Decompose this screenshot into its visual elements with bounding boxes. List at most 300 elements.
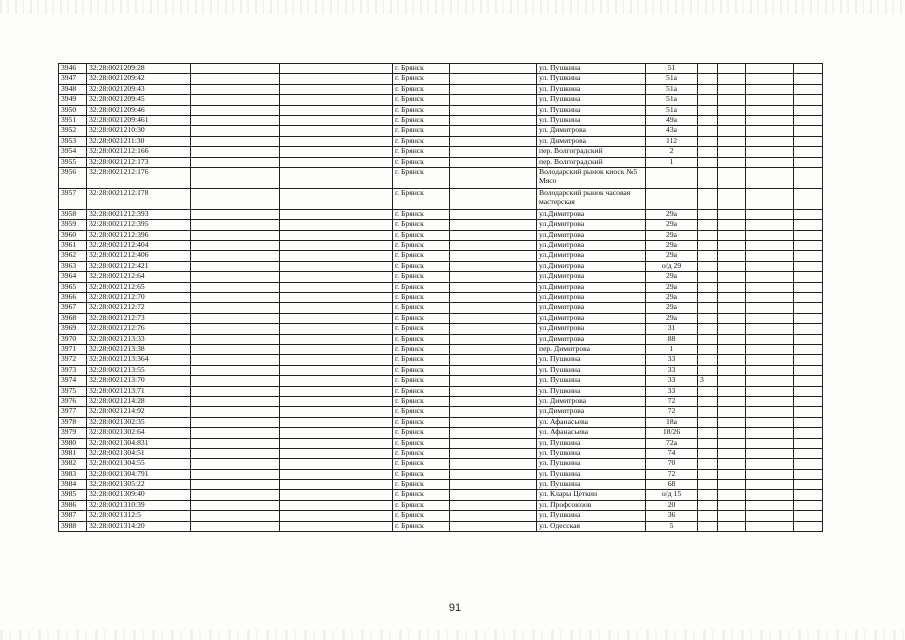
cadastral-number-cell: 32:28:0021210:30: [87, 126, 191, 136]
row-number-cell: 3971: [59, 344, 87, 354]
empty-cell: [794, 500, 823, 510]
street-cell: ул.Димитрова: [537, 251, 646, 261]
cadastral-number-cell: 32:28:0021214:92: [87, 407, 191, 417]
house-number-cell: 112: [646, 136, 698, 146]
empty-cell: [746, 272, 794, 282]
table-row: [59, 293, 823, 303]
row-number-cell: 3985: [59, 490, 87, 500]
empty-cell: [280, 147, 393, 157]
street-cell: ул.Димитрова: [537, 324, 646, 334]
row-number-cell: 3968: [59, 313, 87, 323]
table-row: [59, 303, 823, 313]
empty-cell: [280, 417, 393, 427]
empty-cell: [450, 261, 537, 271]
table-row: [59, 511, 823, 521]
city-cell: г. Брянск: [393, 157, 450, 167]
city-cell: г. Брянск: [393, 521, 450, 531]
empty-cell: [450, 469, 537, 479]
empty-cell: [794, 334, 823, 344]
extra-cell: [698, 490, 718, 500]
empty-cell: [746, 511, 794, 521]
empty-cell: [746, 365, 794, 375]
empty-cell: [746, 490, 794, 500]
empty-cell: [450, 84, 537, 94]
empty-cell: [280, 500, 393, 510]
empty-cell: [450, 521, 537, 531]
row-number-cell: 3977: [59, 407, 87, 417]
row-number-cell: 3987: [59, 511, 87, 521]
extra-cell: [698, 209, 718, 219]
city-cell: г. Брянск: [393, 438, 450, 448]
street-cell: ул. Афанасьева: [537, 417, 646, 427]
empty-cell: [450, 355, 537, 365]
row-number-cell: 3976: [59, 396, 87, 406]
row-number-cell: 3948: [59, 84, 87, 94]
cadastral-number-cell: 32:28:0021212:72: [87, 303, 191, 313]
empty-cell: [191, 334, 280, 344]
empty-cell: [746, 334, 794, 344]
empty-cell: [191, 407, 280, 417]
empty-cell: [794, 230, 823, 240]
empty-cell: [718, 261, 746, 271]
table-row: [59, 428, 823, 438]
empty-cell: [191, 355, 280, 365]
cadastral-number-cell: 32:28:0021213:70: [87, 376, 191, 386]
cadastral-number-cell: 32:28:0021209:461: [87, 115, 191, 125]
house-number-cell: 88: [646, 334, 698, 344]
table-row: [59, 157, 823, 167]
street-cell: ул. Пушкина: [537, 386, 646, 396]
extra-cell: [698, 355, 718, 365]
city-cell: г. Брянск: [393, 334, 450, 344]
empty-cell: [718, 230, 746, 240]
city-cell: г. Брянск: [393, 303, 450, 313]
empty-cell: [280, 438, 393, 448]
extra-cell: [698, 230, 718, 240]
empty-cell: [794, 521, 823, 531]
table-row: [59, 282, 823, 292]
row-number-cell: 3949: [59, 95, 87, 105]
empty-cell: [718, 521, 746, 531]
table-row: [59, 230, 823, 240]
row-number-cell: 3958: [59, 209, 87, 219]
row-number-cell: 3983: [59, 469, 87, 479]
empty-cell: [718, 74, 746, 84]
city-cell: г. Брянск: [393, 293, 450, 303]
cadastral-number-cell: 32:28:0021212:176: [87, 167, 191, 188]
city-cell: г. Брянск: [393, 500, 450, 510]
house-number-cell: 70: [646, 459, 698, 469]
house-number-cell: 31: [646, 324, 698, 334]
empty-cell: [280, 251, 393, 261]
street-cell: ул. Пушкина: [537, 448, 646, 458]
empty-cell: [450, 64, 537, 74]
empty-cell: [450, 500, 537, 510]
empty-cell: [450, 220, 537, 230]
table-row: [59, 365, 823, 375]
empty-cell: [718, 115, 746, 125]
extra-cell: [698, 480, 718, 490]
cadastral-number-cell: 32:28:0021212:396: [87, 230, 191, 240]
empty-cell: [191, 344, 280, 354]
scan-noise-bottom: [0, 630, 905, 640]
empty-cell: [718, 365, 746, 375]
empty-cell: [191, 293, 280, 303]
extra-cell: [698, 417, 718, 427]
house-number-cell: 72а: [646, 438, 698, 448]
empty-cell: [280, 188, 393, 209]
empty-cell: [746, 448, 794, 458]
house-number-cell: 33: [646, 386, 698, 396]
street-cell: ул. Пушкина: [537, 365, 646, 375]
city-cell: г. Брянск: [393, 272, 450, 282]
row-number-cell: 3959: [59, 220, 87, 230]
empty-cell: [794, 448, 823, 458]
empty-cell: [794, 490, 823, 500]
city-cell: г. Брянск: [393, 480, 450, 490]
city-cell: г. Брянск: [393, 511, 450, 521]
empty-cell: [746, 303, 794, 313]
empty-cell: [191, 428, 280, 438]
empty-cell: [191, 376, 280, 386]
street-cell: ул. Пушкина: [537, 355, 646, 365]
city-cell: г. Брянск: [393, 448, 450, 458]
city-cell: г. Брянск: [393, 64, 450, 74]
extra-cell: [698, 293, 718, 303]
empty-cell: [450, 147, 537, 157]
empty-cell: [746, 167, 794, 188]
city-cell: г. Брянск: [393, 136, 450, 146]
table-row: [59, 448, 823, 458]
cadastral-number-cell: 32:28:0021214:28: [87, 396, 191, 406]
house-number-cell: [646, 167, 698, 188]
empty-cell: [280, 167, 393, 188]
house-number-cell: 29а: [646, 220, 698, 230]
empty-cell: [191, 261, 280, 271]
table-row: [59, 344, 823, 354]
table-row: [59, 115, 823, 125]
empty-cell: [280, 469, 393, 479]
city-cell: г. Брянск: [393, 167, 450, 188]
house-number-cell: 1: [646, 157, 698, 167]
row-number-cell: 3967: [59, 303, 87, 313]
street-cell: ул. Димитрова: [537, 396, 646, 406]
empty-cell: [718, 313, 746, 323]
row-number-cell: 3972: [59, 355, 87, 365]
table-row: [59, 334, 823, 344]
empty-cell: [718, 251, 746, 261]
empty-cell: [794, 396, 823, 406]
house-number-cell: 49а: [646, 115, 698, 125]
empty-cell: [718, 241, 746, 251]
city-cell: г. Брянск: [393, 188, 450, 209]
empty-cell: [718, 438, 746, 448]
empty-cell: [280, 230, 393, 240]
empty-cell: [718, 293, 746, 303]
empty-cell: [450, 365, 537, 375]
extra-cell: [698, 147, 718, 157]
table-row: [59, 459, 823, 469]
extra-cell: [698, 386, 718, 396]
extra-cell: [698, 344, 718, 354]
cadastral-number-cell: 32:28:0021213:71: [87, 386, 191, 396]
extra-cell: [698, 84, 718, 94]
house-number-cell: 51а: [646, 84, 698, 94]
extra-cell: [698, 448, 718, 458]
extra-cell: [698, 428, 718, 438]
empty-cell: [450, 480, 537, 490]
street-cell: ул.Димитрова: [537, 261, 646, 271]
cadastral-number-cell: 32:28:0021213:55: [87, 365, 191, 375]
city-cell: г. Брянск: [393, 313, 450, 323]
house-number-cell: 51а: [646, 74, 698, 84]
house-number-cell: 18/26: [646, 428, 698, 438]
empty-cell: [450, 490, 537, 500]
empty-cell: [794, 386, 823, 396]
street-cell: ул. Профсоюзов: [537, 500, 646, 510]
row-number-cell: 3984: [59, 480, 87, 490]
empty-cell: [746, 407, 794, 417]
empty-cell: [191, 188, 280, 209]
empty-cell: [191, 84, 280, 94]
empty-cell: [746, 313, 794, 323]
row-number-cell: 3969: [59, 324, 87, 334]
city-cell: г. Брянск: [393, 282, 450, 292]
empty-cell: [191, 417, 280, 427]
row-number-cell: 3980: [59, 438, 87, 448]
city-cell: г. Брянск: [393, 105, 450, 115]
city-cell: г. Брянск: [393, 230, 450, 240]
table-row: [59, 396, 823, 406]
empty-cell: [794, 324, 823, 334]
empty-cell: [718, 84, 746, 94]
page-number: 91: [448, 602, 462, 614]
empty-cell: [450, 136, 537, 146]
house-number-cell: 72: [646, 469, 698, 479]
house-number-cell: 51а: [646, 105, 698, 115]
empty-cell: [450, 303, 537, 313]
table-row: [59, 521, 823, 531]
empty-cell: [191, 324, 280, 334]
city-cell: г. Брянск: [393, 376, 450, 386]
city-cell: г. Брянск: [393, 220, 450, 230]
empty-cell: [450, 438, 537, 448]
street-cell: ул. Пушкина: [537, 84, 646, 94]
cadastral-number-cell: 32:28:0021212:173: [87, 157, 191, 167]
cadastral-number-cell: 32:28:0021304:51: [87, 448, 191, 458]
table-row: [59, 272, 823, 282]
house-number-cell: 33: [646, 355, 698, 365]
register-sheet: [58, 63, 822, 532]
row-number-cell: 3951: [59, 115, 87, 125]
empty-cell: [794, 365, 823, 375]
empty-cell: [450, 376, 537, 386]
empty-cell: [191, 521, 280, 531]
street-cell: ул. Пушкина: [537, 115, 646, 125]
empty-cell: [794, 303, 823, 313]
row-number-cell: 3963: [59, 261, 87, 271]
empty-cell: [450, 334, 537, 344]
empty-cell: [794, 74, 823, 84]
extra-cell: [698, 220, 718, 230]
empty-cell: [794, 157, 823, 167]
empty-cell: [280, 74, 393, 84]
empty-cell: [450, 188, 537, 209]
city-cell: г. Брянск: [393, 355, 450, 365]
cadastral-number-cell: 32:28:0021212:76: [87, 324, 191, 334]
extra-cell: [698, 313, 718, 323]
extra-cell: [698, 167, 718, 188]
empty-cell: [718, 396, 746, 406]
cadastral-number-cell: 32:28:0021213:364: [87, 355, 191, 365]
empty-cell: [794, 136, 823, 146]
empty-cell: [450, 407, 537, 417]
extra-cell: [698, 521, 718, 531]
table-row: [59, 220, 823, 230]
table-row: [59, 105, 823, 115]
empty-cell: [280, 490, 393, 500]
table-row: [59, 490, 823, 500]
house-number-cell: 29а: [646, 241, 698, 251]
house-number-cell: 51а: [646, 95, 698, 105]
house-number-cell: 29а: [646, 272, 698, 282]
empty-cell: [794, 105, 823, 115]
empty-cell: [191, 115, 280, 125]
empty-cell: [280, 365, 393, 375]
empty-cell: [794, 64, 823, 74]
empty-cell: [450, 95, 537, 105]
cadastral-number-cell: 32:28:0021212:65: [87, 282, 191, 292]
table-row: [59, 188, 823, 209]
extra-cell: [698, 500, 718, 510]
empty-cell: [746, 459, 794, 469]
empty-cell: [450, 428, 537, 438]
empty-cell: [450, 417, 537, 427]
cadastral-number-cell: 32:28:0021212:73: [87, 313, 191, 323]
extra-cell: [698, 407, 718, 417]
street-cell: пер. Волгоградский: [537, 147, 646, 157]
empty-cell: [718, 167, 746, 188]
row-number-cell: 3988: [59, 521, 87, 531]
street-cell: пер. Димитрова: [537, 344, 646, 354]
empty-cell: [450, 167, 537, 188]
table-row: [59, 386, 823, 396]
empty-cell: [794, 209, 823, 219]
city-cell: г. Брянск: [393, 396, 450, 406]
empty-cell: [450, 386, 537, 396]
empty-cell: [746, 157, 794, 167]
empty-cell: [450, 157, 537, 167]
city-cell: г. Брянск: [393, 386, 450, 396]
empty-cell: [718, 303, 746, 313]
table-row: [59, 136, 823, 146]
table-row: [59, 469, 823, 479]
empty-cell: [746, 428, 794, 438]
table-row: [59, 74, 823, 84]
cadastral-number-cell: 32:28:0021212:404: [87, 241, 191, 251]
empty-cell: [280, 261, 393, 271]
empty-cell: [718, 469, 746, 479]
row-number-cell: 3979: [59, 428, 87, 438]
street-cell: ул.Димитрова: [537, 303, 646, 313]
empty-cell: [191, 469, 280, 479]
row-number-cell: 3955: [59, 157, 87, 167]
empty-cell: [718, 220, 746, 230]
extra-cell: [698, 511, 718, 521]
house-number-cell: 68: [646, 480, 698, 490]
empty-cell: [746, 438, 794, 448]
empty-cell: [191, 220, 280, 230]
empty-cell: [191, 490, 280, 500]
empty-cell: [794, 376, 823, 386]
cadastral-number-cell: 32:28:0021212:421: [87, 261, 191, 271]
empty-cell: [794, 480, 823, 490]
cadastral-number-cell: 32:28:0021212:178: [87, 188, 191, 209]
empty-cell: [746, 220, 794, 230]
empty-cell: [718, 355, 746, 365]
row-number-cell: 3957: [59, 188, 87, 209]
empty-cell: [191, 95, 280, 105]
empty-cell: [746, 386, 794, 396]
street-cell: ул. Пушкина: [537, 74, 646, 84]
empty-cell: [718, 386, 746, 396]
empty-cell: [280, 220, 393, 230]
cadastral-number-cell: 32:28:0021314:20: [87, 521, 191, 531]
row-number-cell: 3964: [59, 272, 87, 282]
street-cell: ул. Одесская: [537, 521, 646, 531]
cadastral-number-cell: 32:28:0021304:831: [87, 438, 191, 448]
extra-cell: [698, 188, 718, 209]
house-number-cell: 33: [646, 365, 698, 375]
empty-cell: [191, 438, 280, 448]
row-number-cell: 3975: [59, 386, 87, 396]
city-cell: г. Брянск: [393, 344, 450, 354]
house-number-cell: 5: [646, 521, 698, 531]
house-number-cell: [646, 188, 698, 209]
extra-cell: [698, 105, 718, 115]
empty-cell: [746, 282, 794, 292]
house-number-cell: 1: [646, 344, 698, 354]
empty-cell: [718, 188, 746, 209]
row-number-cell: 3950: [59, 105, 87, 115]
empty-cell: [718, 448, 746, 458]
empty-cell: [746, 293, 794, 303]
extra-cell: [698, 365, 718, 375]
cadastral-number-cell: 32:28:0021211:30: [87, 136, 191, 146]
cadastral-number-cell: 32:28:0021305:22: [87, 480, 191, 490]
house-number-cell: 72: [646, 396, 698, 406]
empty-cell: [718, 407, 746, 417]
empty-cell: [191, 105, 280, 115]
empty-cell: [746, 355, 794, 365]
register-body: [59, 64, 823, 532]
empty-cell: [280, 84, 393, 94]
cadastral-number-cell: 32:28:0021209:45: [87, 95, 191, 105]
empty-cell: [718, 272, 746, 282]
table-row: [59, 261, 823, 271]
empty-cell: [280, 376, 393, 386]
empty-cell: [191, 230, 280, 240]
empty-cell: [718, 95, 746, 105]
street-cell: ул.Димитрова: [537, 209, 646, 219]
house-number-cell: 43а: [646, 126, 698, 136]
empty-cell: [794, 115, 823, 125]
city-cell: г. Брянск: [393, 115, 450, 125]
row-number-cell: 3946: [59, 64, 87, 74]
empty-cell: [794, 417, 823, 427]
house-number-cell: 29а: [646, 293, 698, 303]
empty-cell: [280, 272, 393, 282]
